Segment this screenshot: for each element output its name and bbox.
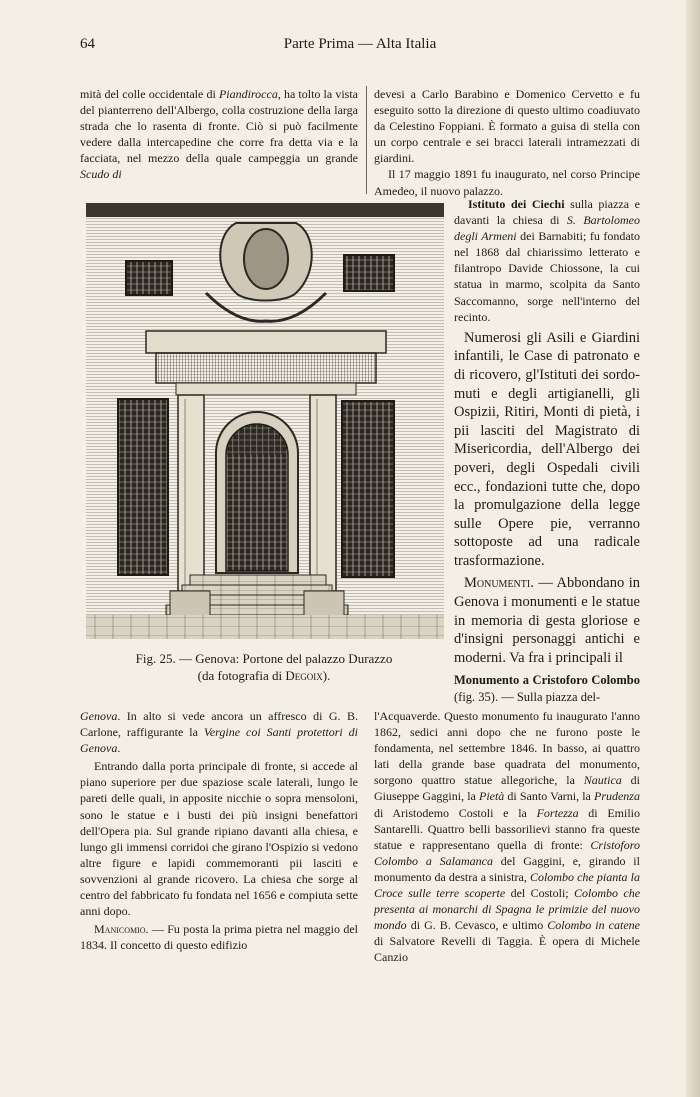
text: dei Barnabiti; fu fondato nel 1868 dal chiarissimo letterato e filantropo Davide Chiossone, la cui statua in marmo, scolpita da Santo Saccomanno, sorge nell'interno del recinto. [454,229,640,324]
text: di Aristodemo Costoli e la [374,805,537,820]
caption-line [80,667,448,684]
section-head: Monumento a Cristoforo Colombo [454,673,640,687]
binding-edge [686,0,700,1097]
text: del Costoli; [505,886,574,901]
italic-term: Vergine coi Santi protettori di Genova [80,725,359,756]
text: del Gaggini, e, girando il monumento da destra a sinistra, [374,853,640,884]
italic-term: Genova [80,709,118,723]
caption-text: (da fotografia di [197,668,286,683]
top-left-column [80,86,358,183]
photographer-name: Degoix [285,668,323,683]
top-right-column [374,86,640,199]
figure-caption [80,650,448,684]
paragraph [454,574,640,667]
paragraph: mità del colle occidentale di Piandirocca, ha tolto la vista del pianterreno dell'Albergo, colla costruzione della larga strada che lo rasenta di fronte. Ciò si può facilmente vedere dalla intercapedine che corre fra detta via e la facciata, nel mezzo della quale campeggia un grande Scudo di [80,87,358,182]
monument-heading [454,672,640,705]
paragraph: devesi a Carlo Barabino e Domenico Cervetto e fu eseguito sotto la direzione di questo ultimo coadiuvato da Celestino Foppiani. È formato a guisa di stella con un corpo centrale e sei bracci laterali intramezzati di giardini. [374,87,640,166]
paragraph [454,196,640,325]
italic-term: Fortezza [536,805,579,820]
running-head [80,36,640,58]
italic-term: Colombo in catene [547,918,640,933]
text: — Abbondano in Genova i monumenti e le statue in memoria di gesta gloriose e d'insigni personaggi antichi e moderni. Va fra i principali il [454,575,640,666]
column-rule [366,86,367,194]
italic-term: Piandirocca [218,87,278,101]
text: di Emilio Santarelli. Quattro belli bassorilievi stanno fra queste statue e rappresentano quella di fronte: [374,805,641,852]
caption-line: Fig. 25. — Genova: Portone del palazzo Durazzo [135,651,393,666]
italic-term: Prudenza [593,789,640,804]
running-title: Parte Prima — Alta Italia [283,36,437,52]
italic-term: S. Bartolomeo degli Armeni [454,213,640,244]
italic-term: Pietà [478,789,505,804]
bottom-left-column [80,708,358,953]
paragraph [374,708,640,966]
italic-term: Cristoforo Colombo a Salamanca [374,837,640,868]
text: . [117,741,121,756]
text: . In alto si vede ancora un affresco di G. B. Carlone, raffigurante la [80,709,358,740]
paragraph: Il 17 maggio 1891 fu inaugurato, nel corso Principe Amedeo, il nuovo palazzo. [374,167,640,198]
text: di Giuseppe Gaggini, la [374,773,640,804]
portone-engraving [86,203,444,639]
text: sulla piazza e davanti la chiesa di [454,197,640,228]
italic-term: Scudo di [80,167,122,182]
engraving-figure [86,203,444,639]
paragraph [80,921,358,953]
page-number: 64 [80,36,95,52]
section-head: Manicomio. [94,922,149,937]
text: di Salvatore Revelli di Taggia. È opera di Michele Canzio [374,934,640,965]
text: l'Acquaverde. Questo monumento fu inaugurato l'anno 1862, sedici anni dopo che ne furono poste le fondamenta, nel settembre 1846. In basso, ai quattro lati della grande base quadrata del monumento, sorgono quattro statue allegoriche, la [374,709,640,788]
italic-term: Colombo che pianta la Croce sulle terre scoperte [374,869,640,901]
paragraph [80,708,358,756]
paragraph: Numerosi gli Asili e Giardini infantili, le Case di patronato e di ricovero, gl'Istituti dei sordo-muti e degli artigianelli, gli Ospizii, Ritiri, Monti di pietà, i pii lasciti del Magistrato di Misericordia, dell'Albergo dei poveri, degli Ospedali civili ecc., fondazioni tutte che, dopo la promulgazione della legge sulle Opere pie, verranno sottoposte ad una radicale trasformazione. [454,329,640,569]
text: di Santo Varni, la [504,789,594,804]
section-head: Monumenti. [464,575,534,592]
italic-term: Colombo che presenta ai monarchi di Spagna le primizie del nuovo mondo [374,886,641,933]
paragraph: Entrando dalla porta principale di fronte, si accede al piano superiore per due spaziose scale laterali, lungo le pareti delle quali, in apposite nicchie o sopra mensoloni, sono le statue e i busti dei più insigni benefattori dell'Opera pia. Sul grande ripiano davanti alla chiesa, e lungo gli immensi corridoi che girano l'Ospizio si vedono altre figure e lapidi commemoranti pii lasciti e sovvenzioni al grande ricovero. La chiesa che sorge al centro del fabbricato fu fondata nel 1656 e compiuta sette anni dopo. [80,759,358,919]
wrap-column [454,196,640,667]
large-text-block [454,329,640,668]
section-head: Istituto dei Ciechi [468,197,565,211]
italic-term: Nautica [583,773,622,788]
text: di G. B. Cevasco, e ultimo [406,918,548,933]
text: (fig. 35). — Sulla piazza del- [454,689,601,704]
bottom-right-column [374,708,640,966]
text: — Fu posta la prima pietra nel maggio del 1834. Il concetto di questo edifizio [80,922,358,953]
caption-text: ). [322,668,331,683]
